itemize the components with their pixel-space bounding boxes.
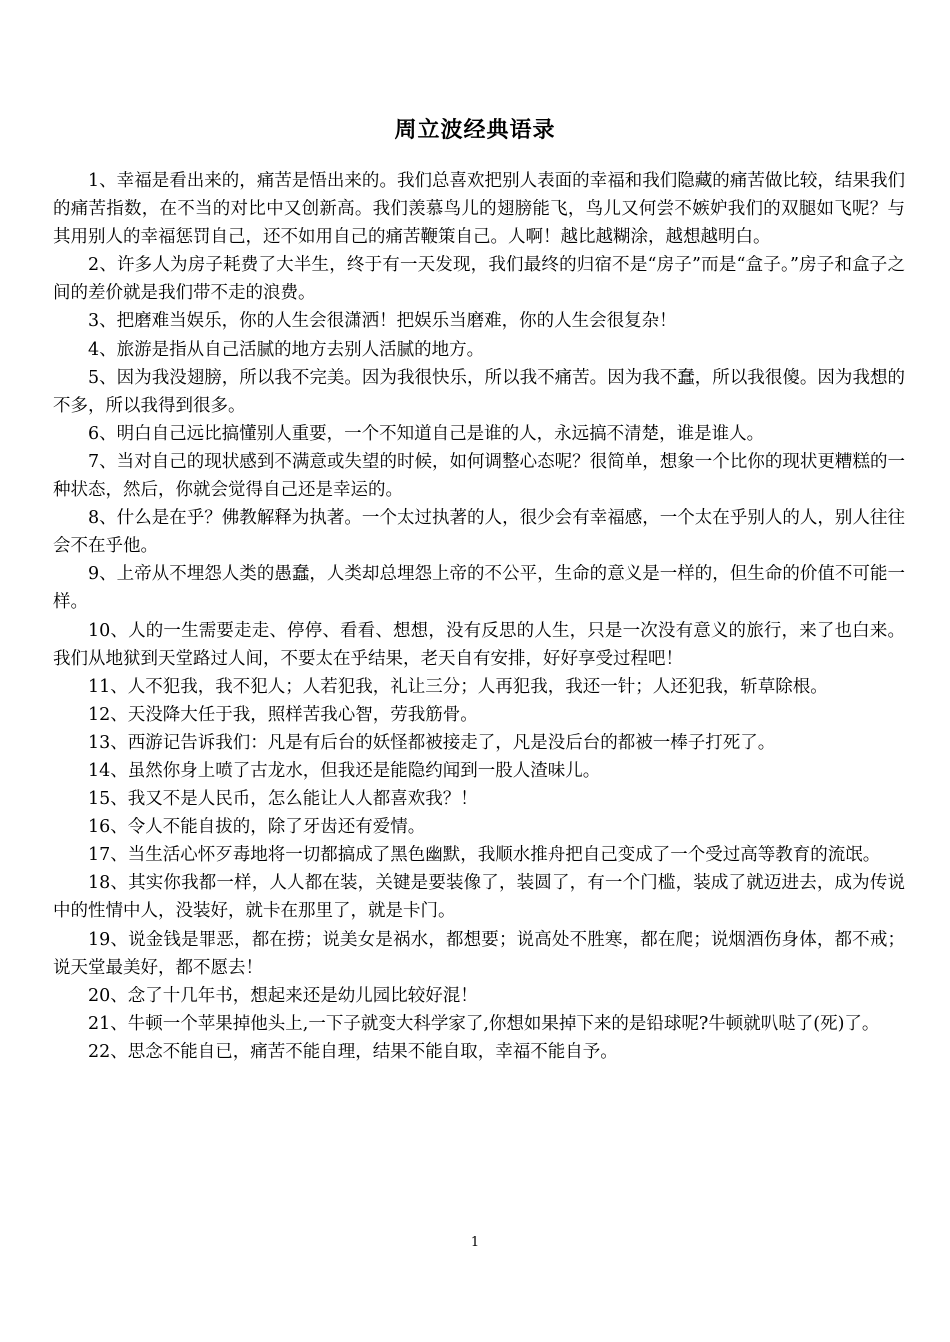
page-number: 1: [470, 1235, 480, 1250]
quote-5: 5、因为我没翅膀，所以我不完美。因为我很快乐，所以我不痛苦。因为我不蠢，所以我很傻。因为我想的不多，所以我得到很多。: [53, 367, 905, 416]
quote-6: 6、明白自己远比搞懂别人重要，一个不知道自己是谁的人，永远搞不清楚，谁是谁人。: [88, 423, 765, 444]
quote-7: 7、当对自己的现状感到不满意或失望的时候，如何调整心态呢？很简单，想象一个比你的现状更糟糕的一种状态，然后，你就会觉得自己还是幸运的。: [53, 451, 905, 501]
quote-21: 21、牛顿一个苹果掉他头上,一下子就变大科学家了,你想如果掉下来的是铅球呢?牛顿就叭哒了(死)了。: [88, 1013, 880, 1034]
quote-14: 14、虽然你身上喷了古龙水，但我还是能隐约闻到一股人渣味儿。: [88, 760, 601, 781]
quote-22: 22、思念不能自已，痛苦不能自理，结果不能自取，幸福不能自予。: [88, 1041, 618, 1062]
quote-4: 4、旅游是指从自己活腻的地方去别人活腻的地方。: [88, 339, 485, 360]
quote-3: 3、把磨难当娱乐，你的人生会很潇洒！把娱乐当磨难，你的人生会很复杂！: [88, 311, 677, 332]
quote-17: 17、当生活心怀歹毒地将一切都搞成了黑色幽默，我顺水推舟把自己变成了一个受过高等教育的流氓。: [88, 845, 881, 866]
quote-list: [53, 167, 905, 1066]
quote-13: 13、西游记告诉我们：凡是有后台的妖怪都被接走了，凡是没后台的都被一棒子打死了。: [88, 732, 776, 753]
quote-9: 9、上帝从不埋怨人类的愚蠢，人类却总埋怨上帝的不公平，生命的意义是一样的，但生命的价值不可能一样。: [53, 564, 905, 613]
quote-8: 8、什么是在乎？佛教解释为执著。一个太过执著的人，很少会有幸福感，一个太在乎别人的人，别人往往会不在乎他。: [53, 508, 905, 557]
quote-11: 11、人不犯我，我不犯人；人若犯我，礼让三分；人再犯我，我还一针；人还犯我，斩草除根。: [88, 676, 828, 697]
quote-16: 16、令人不能自拔的，除了牙齿还有爱情。: [88, 817, 426, 838]
quote-10: 10、人的一生需要走走、停停、看看、想想，没有反思的人生，只是一次没有意义的旅行，来了也白来。我们从地狱到天堂路过人间，不要太在乎结果，老天自有安排，好好享受过程吧！: [53, 620, 905, 669]
quote-12: 12、天没降大任于我，照样苦我心智，劳我筋骨。: [88, 704, 478, 725]
document-title: 周立波经典语录: [394, 117, 556, 143]
quote-15: 15、我又不是人民币，怎么能让人人都喜欢我？！: [88, 789, 478, 810]
quote-19: 19、说金钱是罪恶，都在捞；说美女是祸水，都想要；说高处不胜寒，都在爬；说烟酒伤身体，都不戒；说天堂最美好，都不愿去！: [53, 929, 905, 978]
quote-2: 2、许多人为房子耗费了大半生，终于有一天发现，我们最终的归宿不是“房子”而是“盒子。”房子和盒子之间的差价就是我们带不走的浪费。: [53, 255, 905, 304]
quote-1: 1、幸福是看出来的，痛苦是悟出来的。我们总喜欢把别人表面的幸福和我们隐藏的痛苦做比较，结果我们的痛苦指数，在不当的对比中又创新高。我们羡慕鸟儿的翅膀能飞，鸟儿又何尝不嫉妒我们的双腿如飞呢？与其用别人的幸福惩罚自己，还不如用自己的痛苦鞭策自己。人啊！越比越糊涂，越想越明白。: [53, 171, 905, 248]
quote-18: 18、其实你我都一样，人人都在装，关键是要装像了，装圆了，有一个门槛，装成了就迈进去，成为传说中的性情中人，没装好，就卡在那里了，就是卡门。: [53, 873, 905, 922]
quote-20: 20、念了十几年书，想起来还是幼儿园比较好混！: [88, 985, 478, 1006]
